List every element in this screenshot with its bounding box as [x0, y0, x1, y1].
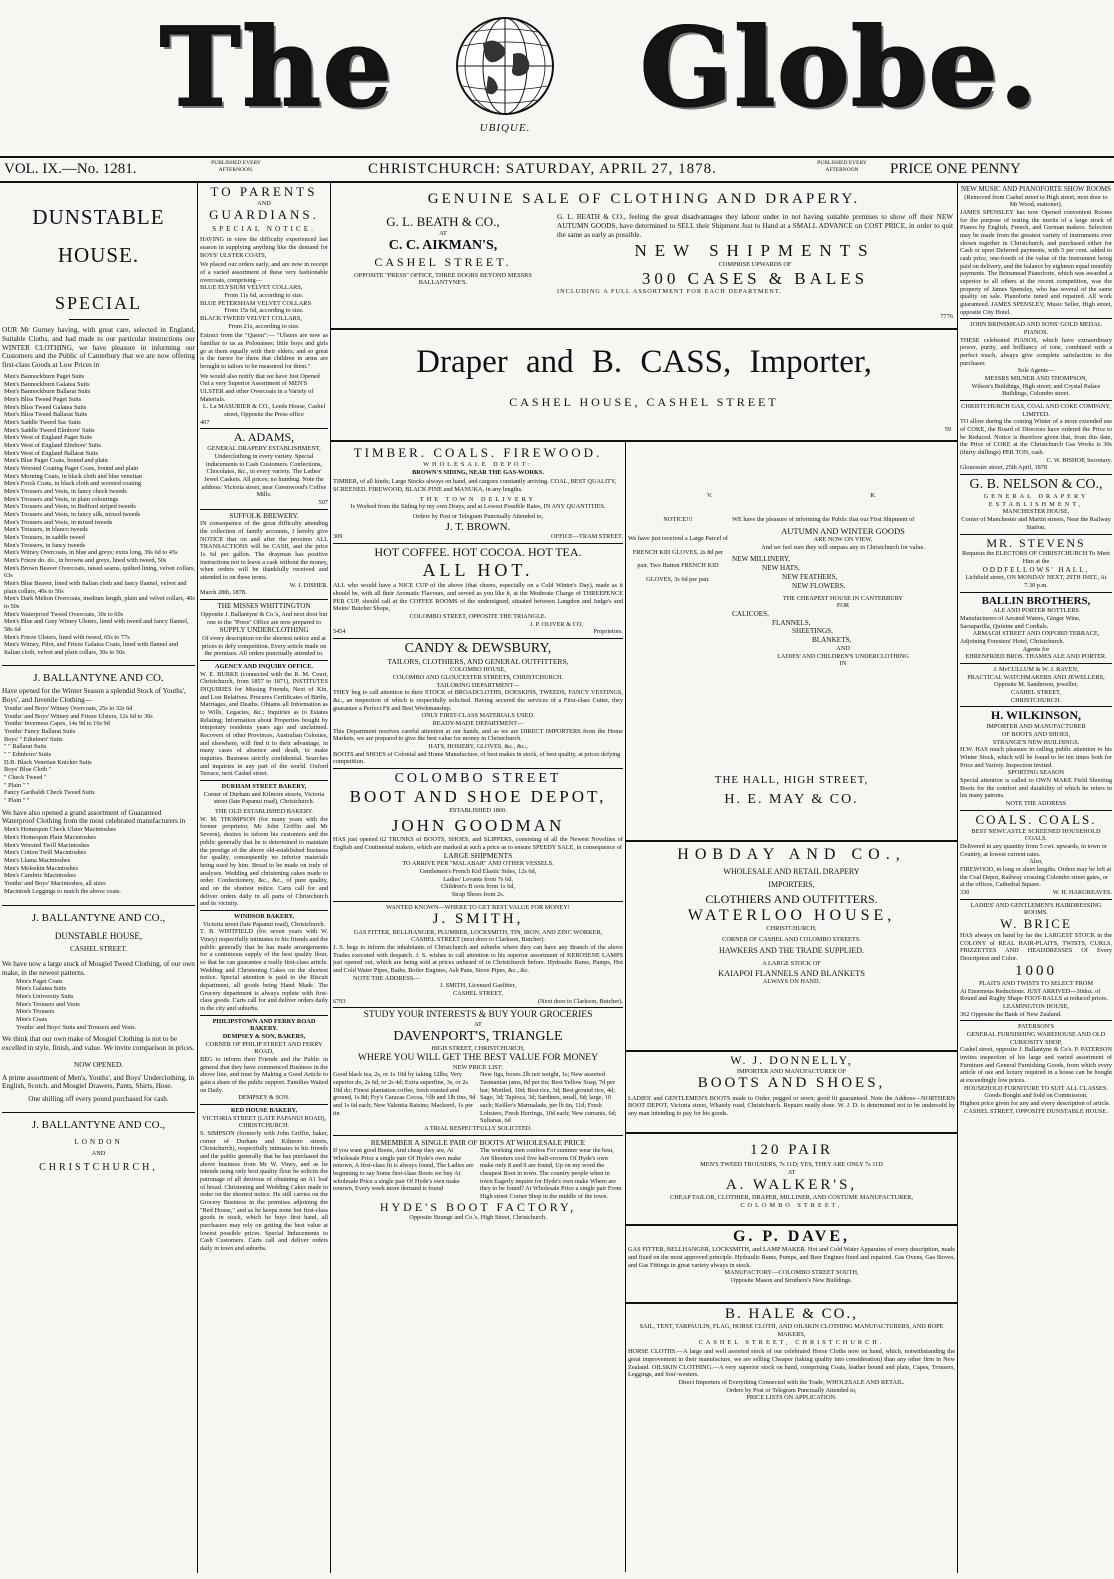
sporting-season: SPORTING SEASON [1007, 769, 1065, 777]
large-stock: A LARGE STOCK OF [762, 960, 821, 968]
dateline-price: PRICE ONE PENNY [890, 161, 1021, 177]
wilkinson-sub: IMPORTER AND MANUFACTURER [986, 723, 1086, 731]
ad-hobday [628, 846, 955, 986]
ad-number: 59 [944, 426, 951, 433]
ad-cass [333, 330, 955, 440]
london: LONDON [74, 1137, 123, 1146]
timber-heading: TIMBER. COALS. FIREWOOD. [353, 445, 603, 460]
old-bakery-text: W. M. THOMPSON (for many years with the former proprietor, Mr John Griffin and Mr Severn), desires to inform his customers and the public generally that he is determined to maintain the prestige of the above old-established business for quality, consequently no inferior materials being used by him. Bread to be made on truly of analyses. Wedding and christening cakes made to order. Confectionery, &c., &c., of pure quality, and on the shortest notice. Carts call for and deliver orders daily in all parts of Christchurch and its vicinity. [200, 815, 328, 908]
ad-number: 6793 [333, 997, 346, 1005]
now-opened: NOW OPENED. [74, 1060, 123, 1069]
collar-1-price: From 11s 6d, according to size. [224, 292, 304, 300]
brinsmead-text: THESE celebrated PIANOS, which have extraordinary power, purity, and brilliancy of tone, combined with a perfect touch, always give complete satisfaction to the purchaser. [960, 336, 1112, 367]
parents-p4: We would also notify that we have Just Opened Out a very Superior Assortment of MEN'S ULSTER and other Overcoats in a Variety of Materials. [200, 372, 320, 403]
hot-text: ALL who would have a NICE CUP of the above (that cheers, especially on a Cold Winter's Day), made as it should be, with all their Aromatic Flavours, and served as you like it, at the Moderate Charge of THREEPENCE PER CUP, should call at the COFFEE ROOMS of the undersigned, situated between Langdon and Judge's and Meins' Butcher Shops, [333, 582, 623, 613]
always-on-hand: ALWAYS ON HAND. [762, 978, 821, 986]
ad-hale [628, 1306, 955, 1416]
milner-text: Wilson's Buildings, High street; and Crystal Palace Buildings, Colombo street. [971, 382, 1101, 398]
hargreaves: W. H. HARGREAVES. [1052, 888, 1112, 896]
may-text-2: And we feel sure they will surpass any in Christchurch for value. [761, 543, 925, 551]
cashel-opposite: CASHEL STREET, OPPOSITE DUNSTABLE HOUSE. [964, 1107, 1108, 1115]
highest-price: Highest price given for any and every description of article. [960, 1099, 1111, 1107]
goods-bought: Goods Bought and Sold on Commission. [984, 1092, 1088, 1100]
supply-underclothing: SUPPLY UNDERCLOTHING [219, 626, 309, 635]
dateline-published-left: PUBLISHED EVERY AFTERNOON. [211, 160, 261, 173]
manchester-sub: Corner of Manchester and Martin streets, Near the Railway Station. [961, 516, 1111, 531]
stevens-text: Requests the ELECTORS OF CHRISTCHURCH To Meet Him at the [962, 550, 1110, 565]
coals-text-3: FIREWOOD, in long or short lengths. Orders may be left at the Coal Depot, Railway crossing Colombo street gates, or at the offices, Cathedral Square. [960, 865, 1112, 889]
comprise: COMPRISE UPWARDS OF [718, 260, 792, 268]
candy-heading: CANDY & DEWSBURY, [404, 641, 552, 657]
dunstable-house-2: DUNSTABLE HOUSE, [54, 930, 143, 941]
notice: NOTICE!!! [663, 516, 693, 523]
brown-signature: J. T. BROWN. [445, 520, 511, 533]
candy-sub: TAILORS, CLOTHIERS, AND GENERAL OUTFITTERS, [387, 657, 569, 667]
orders-post: Orders by Post or Telegram Punctually Attended to, [726, 1386, 857, 1394]
column-right [960, 185, 1112, 1575]
wholesale-depot: WHOLESALE DEPOT: [423, 460, 533, 468]
redhouse-sub: VICTORIA STREET (LATE PAPANUI ROAD), CHRISTCHURCH. [201, 1114, 327, 1130]
tailoring: TAILORING DEPARTMENT— [436, 681, 520, 689]
mosgiel-text: We have now a large stock of Mosgiel Tweed Clothing, of our own make, in the newest patterns. [2, 960, 195, 977]
durham-text: Corner of Durham and Kilmore streets, Victoria street (late Papanui road), Christchurch. [203, 790, 325, 806]
hats: HATS, HOSIERY, GLOVES, &c., &c., [428, 743, 528, 751]
simpson-text: S. SIMPSON (formerly with John Griffin, baker, corner of Durham and Kilmore streets, Christchurch), respectfully intimates to his friends and the public generally that he has purchased the above business from Mr W. Viney, and as he intends using only best quality flour he solicits the patronage of all desirous of obtaining an A1 loaf of bread. Christening and Wedding Cakes made to order on the shortest notice. He still carries on the Grocery Business in the premises adjoining the "Red House," and as he keeps none but first-class goods in stock, which he buys first hand, all purchasers may rely on getting the best value at lowest possible prices. Special Inducements to Cash Customers. Carts call and deliver orders daily in town and suburbs. [200, 1130, 328, 1253]
dave-heading: G. P. DAVE, [732, 1228, 851, 1245]
leamington: LEAMINGTON HOUSE, [1003, 1002, 1069, 1010]
ehrenfried: EHRENFRIED BROS. THAMES ALE AND PORTER. [965, 653, 1107, 661]
ballin-text: Manufacturers of Aerated Waters, Ginger Wine, Sarsaparilla, Quinine and Cordials. [960, 615, 1081, 630]
christchurch-1: CHRISTCHURCH, [39, 1162, 158, 1174]
price-list-left: Good black tea, 2s, or 1s 10d by taking 12lbs; Very superior do, 2s 6d, or 2s 4d; Extra superfine, 3s, or 2s 10d do; Finest plantation coffee, fresh roasted and ground, 1s 8d; Fry's Caracas Cocoa, ½lb and 1lb tins, 9d and 1s 6d each; New Valentia Raisins; Mackerel, 1s per tin [333, 1071, 476, 1117]
gloves-text: We have just received a Large Parcel of FRENCH KID GLOVES, 2s 8d per pair. Two Button FRENCH KID GLOVES, 3s 6d per pair. [628, 534, 728, 584]
paterson-sub: GENERAL FURNISHING WAREHOUSE AND OLD CURIOSITY SHOP, [966, 1030, 1106, 1046]
masthead [0, 0, 1114, 156]
smith-signature-3: (Next door to Clarkson, Butcher). [538, 997, 623, 1005]
hot-address: COLOMBO STREET, OPPOSITE THE TRIANGLE. [409, 613, 547, 621]
hyde-heading: HYDE'S BOOT FACTORY, [379, 1199, 577, 1214]
donnelly-text: LADIES' and GENTLEMEN'S BOOTS made to Order, pegged or sewn; good fit guaranteed. Note the Address—NORTHERN BOOT DEPOT, Victoria street, Whately road, Christchurch. Repairs neatly done. W. J. D. is determined not to be undersold by any man intending to pay for his goods. [628, 1094, 955, 1118]
adams-sub: GENERAL DRAPERY ESTABLISHMENT, [207, 445, 321, 453]
candy-sub3: COLOMBO AND GLOUCESTER STREETS, CHRISTCHURCH. [392, 674, 564, 682]
shilling-off: One shilling off every pound purchased for cash. [28, 1095, 169, 1104]
parents-p2: We placed our orders early, and are now in receipt of a varied assortment of these very fashionable overcoats, comprising— [200, 261, 328, 284]
hale-heading: B. HALE & CO., [725, 1306, 858, 1322]
old-bakery-heading: THE OLD ESTABLISHED BAKERY. [214, 808, 314, 816]
genuine-heading: GENUINE SALE OF CLOTHING AND DRAPERY. [427, 191, 861, 207]
cashel-street-2: CASHEL STREET. [374, 254, 512, 269]
colombo-street: COLOMBO STREET. [740, 1201, 843, 1209]
calicoes-list: CALICOES, FLANNELS, SHEETINGS, BLANKETS, [732, 609, 852, 645]
hot-heading: HOT COFFEE. HOT COCOA. HOT TEA. [374, 544, 582, 559]
thousand: 1000 [1015, 962, 1057, 979]
brinsmead-heading: JOHN BRINSMEAD AND SONS' GOLD MEDAL PIANOS. [970, 321, 1102, 336]
importers: IMPORTERS, [768, 880, 815, 890]
gas-text: TO allow during the coming Winter of a more extended use of COKE, the Board of Directors have ordered the Price to be Reduced. Notice is therefore given that, from this date, the Price of COKE at the Christchurch Gas Works is 30s (thirty shillings) PER TON, cash. [960, 418, 1112, 457]
music-heading: NEW MUSIC AND PIANOFORTE SHOW ROOMS [960, 185, 1112, 193]
sporting-text: Special attention is called to OWN MAKE Field Shooting Boots for the comfort and durability of which he refers to his many patrons. [960, 776, 1112, 800]
gas-date: Gloucester street, 25th April, 1878 [960, 464, 1048, 472]
mccullum-text: Opposite M. Sanderson, jeweller, [993, 681, 1079, 689]
millinery-list: NEW MILLINERY, NEW HATS, NEW FEATHERS, NEW FLOWERS. [732, 555, 846, 590]
cases-bales: 300 CASES & BALES [641, 268, 869, 288]
ad-may [628, 444, 955, 844]
suffolk-signature: W. J. DISHER. [289, 581, 328, 589]
redhouse-heading: RED HOUSE BAKERY, [230, 1107, 298, 1114]
v-letter: V. [706, 492, 713, 499]
beath-heading: G. L. BEATH & CO., [386, 214, 500, 229]
dave-text: GAS FITTER, BELLHANGER, LOCKSMITH, and LAMP MAKER. Hot and Cold Water Apparatus of every description, made and fixed on the most approved principle. Hydraulic Rams, Pumps, and Beer Engines fixed and repaired. Gas Ovens, Gas Stoves, and Gas Fittings in great variety always in stock. [628, 1246, 955, 1269]
leamington-text: 362 Opposite the Bank of New Zealand. [960, 1010, 1062, 1018]
philipstown-heading: PHILIPSTOWN AND FERRY ROAD BAKERY. [212, 1017, 316, 1033]
ready-made: READY-MADE DEPARTMENT— [432, 720, 524, 728]
price-list: NEW PRICE LIST: [453, 1063, 503, 1071]
now-on-view: ARE NOW ON VIEW, [813, 536, 873, 544]
dunstable-heading: DUNSTABLE [32, 205, 165, 229]
may-left [628, 516, 728, 587]
windsor-text: Victoria street (late Papanui road), Christchurch. [202, 920, 326, 928]
paterson-heading: PATERSON'S [1018, 1023, 1054, 1031]
collar-2: BLUE PETERSHAM VELVET COLLARS [200, 299, 311, 307]
hale-text: HORSE CLOTHS.—A large and well assorted stock of our celebrated Horse Cloths now on hand, which, notwithstanding the great improvement in their manufacture, we are selling Cheaper (taking quality into consideration) than any other firm in New Zealand. OILSKIN CLOTHING.—A very superior stock on hand, comprising Coats, leather bound and plain, Capes, Trousers, Leggings, and Sou'-westers. [628, 1348, 955, 1379]
at-word-3: AT [787, 1168, 796, 1176]
candy-sub2: COLOMBO HOUSE, [450, 666, 506, 674]
walker-sub: CHEAP TAILOR, CLOTHIER, DRAPER, MILLINER, AND COSTUME MANUFACTURER, [670, 1193, 913, 1201]
wilkinson-sub2: OF BOOTS AND SHOES, [1001, 730, 1071, 738]
donnelly-heading: W. J. DONNELLY, [730, 1053, 853, 1067]
note-address-2: NOTE THE ADDRESS [1005, 799, 1067, 807]
windsor-heading: WINDSOR BAKERY, [233, 912, 295, 920]
clothiers: CLOTHIERS AND OUTFITTERS. [705, 891, 878, 906]
ad-walker [628, 1136, 955, 1226]
and-word-3: AND [836, 644, 850, 652]
waterloo-heading: WATERLOO HOUSE, [687, 906, 896, 924]
smith-heading: J. SMITH, [432, 911, 524, 928]
note-address: NOTE THE ADDRESS— [353, 974, 420, 982]
study-heading: STUDY YOUR INTERESTS & BUY YOUR GROCERIES [363, 1010, 593, 1021]
ladies-children: LADIES' AND CHILDREN'S UNDERCLOTHING [777, 652, 909, 660]
direct-importers: Direct Importers of Everything Connected with the Trade, WHOLESALE AND RETAIL. [678, 1378, 905, 1386]
hairdressing-heading: LADIES' AND GENTLEMEN'S HAIRDRESSING ROOMS. [970, 901, 1102, 917]
collar-3: BLACK TWEED VELVET COLLARS, [200, 315, 302, 323]
whittington-text-2: Of every description on the shortest notice and at prices to defy competition. Every article made on the premises. All orders punctually attended to. [201, 635, 327, 658]
boots-text: BOOTS and SHOES of Colonial and Home Manufacture, of best makes in stock, of best quality, at prices defying competition. [333, 750, 621, 766]
the-hall: THE HALL, HIGH STREET, [714, 774, 869, 786]
household: HOUSEHOLD FURNITURE TO SUIT ALL CLASSES. [964, 1084, 1108, 1092]
oddfellows: ODDFELLOWS' HALL, [982, 565, 1090, 574]
plaits: PLAITS AND TWISTS TO SELECT FROM [978, 979, 1094, 987]
arrive: TO ARRIVE PER "MALABAR" AND OTHER VESSELS. [402, 860, 554, 868]
whittington-text: Opposite J. Ballantyne & Co.'s, And next door but one to the "Press" Office are now prepared to [200, 610, 328, 626]
boot-depot-heading: BOOT AND SHOE DEPOT, [349, 787, 607, 807]
corner: CORNER OF CASHEL AND COLOMBO STREETS. [722, 935, 861, 943]
parents-p1: HAVING in view the difficulty experienced last season in supplying anything like the demand for BOYS' ULSTER COATS, [200, 236, 328, 259]
smith-signature: J. SMITH, Licensed Gasfitter, [440, 982, 516, 990]
brice-text-2: At Enormous Reductions. JUST ARRIVED—30doz. of Round and Rugby Shape FOOT-BALLS at reduced prices. [960, 987, 1109, 1003]
in-word: IN [839, 660, 847, 668]
hale-sub2: CASHEL STREET, CHRISTCHURCH. [698, 1338, 885, 1346]
ad-number: 7776 [940, 313, 953, 320]
dempsey-text: BEG to inform their Friends and the Public in general that they have commenced Business in the above line, and trust by Making a Good Article to gain a share of the public support. Families Waited on Daily. [200, 1055, 328, 1094]
ballantyne-heading-1: J. BALLANTYNE AND CO. [33, 671, 164, 684]
hale-sub: SAIL, TENT, TARPAULIN, FLAG, HORSE CLOTH, AND OILSKIN CLOTHING MANUFACTURERS, AND ROPE MAKERS, [639, 1323, 944, 1338]
wanted-known: WANTED KNOWN—WHERE TO GET BEST VALUE FOR MONEY! [386, 903, 570, 911]
macintosh-items: Men's Homespun Check Ulster Macintoshes Men's Homespun Plain Macintoshes Men's Worsted Twill Macintoshes Men's Cotton Twill Macintoshes Men's Llama Macintoshes Men's Moleskin Macintoshes Men's Cambric Macintoshes Youths' and Boys' Macintoshes, all sizes Macintosh Leggings to match the above coats. [4, 826, 121, 895]
music-text: JAMES SPENSLEY has now Opened convenient Rooms for the purpose of testing the merits of a large stock of Pianos by English, French, and German makers. Selection may be made from the greatest variety of instruments ever shown together in Christchurch, and purchased either for Cash or upon Deferred payments, with 5 per cent. added to cash price, one-fourth of the value of the instrument being paid on delivery, and the balance by eighteen equal monthly payments. The Brinsmead Pianoforte, which was awarded a superior to all others at the recent competition, was the property of James Spensley, who has several of the same quality on sale. Pianoforte tuned and repaired. All work guaranteed. JAMES SPENSLEY, Music Seller, High street, opposite City Hotel. [960, 208, 1112, 316]
nelson-sub: GENERAL DRAPERY ESTABLISHMENT, [983, 493, 1089, 508]
smith-signature-2: CASHEL STREET, [452, 990, 504, 998]
pair-heading: 120 PAIR [749, 1142, 834, 1158]
manchester-house: MANCHESTER HOUSE, [1002, 508, 1070, 516]
office: OFFICE—TRAM STREET. [551, 533, 623, 541]
including: INCLUDING A FULL ASSORTMENT FOR EACH DEPARTMENT. [557, 288, 782, 296]
mccullum-text-3: CHRISTCHURCH. [1010, 696, 1062, 704]
masurier-signature: L. La MASURIER & CO., Leeds House, Cashel street, Opposite the Press office [202, 403, 326, 419]
also: Also, [1029, 858, 1043, 866]
wilkinson-heading: H. WILKINSON, [990, 708, 1082, 723]
price-list-right: New figs, boxes 2lb not weight, 1s; New assorted Tasmanian jams, 8d per tin; Best Yellow Soap, 7d per bar; Mottled, 10d; Best rice, 3d; Best ground rice, 4d; Sago, 3d; Tapioca, 3d; Sardines, small, 6d; large, 10 each; Keiller's Marmalade, per lb tin, 11d; Fresh Lobsters, Fresh Herrings, 10d each; New currants, 6d; Sultanas, 6d [480, 1071, 617, 1125]
proprietors: Proprietors. [593, 628, 623, 636]
goodman-list: Gentlemen's French Kid Elastic Sides, 12s 6d, Ladies' Levants from 7s 6d, Children's B oots from 1s 6d, Strap Shoes from 2s. [419, 868, 537, 899]
agency-text: W. E. BURKE (connected with the R. M. Court, Christchurch, from 1857 to 1871), INSTITUTES INQUIRIES for Missing Friends, Next of Kin, and Lost Relatives. Procures Certificates of Births, Marriages, and Deaths. Obtains all Information as to Wills, Legacies, &c.; Inquiries as to Estates Relating; Information about Properties bought by temporary residents years ago and unclaimed. Recovers of other Provinces, Australian Colonies, and elsewhere, will find it to their advantage, in many cases of absence and death, to make inquiries. Business strictly confidential. Searches and inquiries in any part of the world. Oxford Terrace, next Cashel street. [200, 670, 329, 778]
durham-heading: DURHAM STREET BAKERY, [221, 783, 307, 791]
goodman-heading: JOHN GOODMAN [391, 816, 565, 836]
coals-text: BEST NEWCASTLE SCREENED HOUSEHOLD COALS. [971, 827, 1101, 843]
whittington-heading: THE MISSES WHITTINGTON [217, 602, 311, 611]
for-word: FOR [836, 602, 850, 610]
mccullum-text-2: CASHEL STREET, [1010, 689, 1062, 697]
manufactory: MANUFACTORY—COLOMBO STREET SOUTH, [724, 1269, 859, 1277]
smith-text: J. S. begs to inform the inhabitants of Christchurch and suburbs where they can have any Branch of the above Trades executed with despatch. J. S. wishes to call attention to his superior assortment of KEROSENE LAMPS just opened out, which are being sold at prices unheard of in Christchurch before. Hydraulic Rams, Pumps, Hot and Cold Water Pipes, Baths, Boiler Engines, Ash Pans, Stove Pipes, &c., &c. [333, 944, 623, 975]
cass-sub: CASHEL HOUSE, CASHEL STREET [509, 394, 779, 409]
opposite-mason: Opposite Mason and Struthers's New Buildings. [730, 1277, 853, 1285]
dempsey-heading: DEMPSEY & SON, BAKERS, [222, 1032, 306, 1040]
high-street: HIGH STREET, CHRISTCHURCH, [431, 1045, 525, 1053]
ballantyne-text-1: Have opened for the Winter Season a splendid Stock of Youths', Boys', and Juvenile Clothing— [2, 687, 186, 705]
gas-signature: C. W. BISHOP, Secretary. [1046, 456, 1112, 464]
all-orders: Orders by Post or Telegram Punctually Attended to, [412, 512, 544, 520]
column-dunstable [2, 185, 195, 1575]
verse-left: If you want good Boots, And cheap they are, At Wholesale Price a single pair Of Hyde's own make renown, A first-class fit is always found, The Ladies are beginning to say Some first-class Boots we buy At wholesale Price a single pair Of Hyde's own make renown, Every week more demand is found [333, 1146, 474, 1193]
globe-emblem [453, 14, 557, 118]
colombo-heading: COLOMBO STREET [394, 771, 562, 787]
column-parents [200, 185, 328, 1575]
special-notice: SPECIAL NOTICE. [212, 224, 316, 233]
suffolk-text: IN consequence of the great difficulty attending the collection of family accounts, I hereby give NOTICE that on and after the proximo ALL TRANSACTIONS will be CASH, and the price 1s 6d per gallon. The drayman has positive instructions not to leave a cask without the money, when orders will be thankfully received and attended to on these terms. [200, 520, 328, 582]
ad-number: 309 [333, 533, 343, 541]
at-word: AT [439, 229, 447, 237]
guardians-heading: GUARDIANS. [209, 206, 319, 222]
paterson-text: Cashel street, opposite J. Ballantyne & Co's. P. PATERSON invites inspection of his large and varied assortment of Furniture and General Furnishing Goods, from which every article of use and luxury required in a house can be bought at exceedingly low prices. [960, 1046, 1112, 1084]
ad-number: 5454 [333, 628, 346, 636]
hyde-sub: Opposite Strange and Co.'s, High Street, Christchurch. [409, 1214, 547, 1222]
oliver-signature: J. P. OLIVER & CO, [529, 620, 583, 628]
ad-number: 330 [960, 888, 970, 896]
cashel-street-1: CASHEL STREET. [69, 945, 128, 954]
at-word-2: AT [474, 1021, 482, 1029]
large-shipments: LARGE SHIPMENTS [443, 851, 513, 861]
where-heading: WHERE YOU WILL GET THE BEST VALUE FOR MONEY [358, 1052, 598, 1063]
collar-3-price: From 21s, according to size. [228, 322, 300, 330]
nelson-heading: G. B. NELSON & CO., [969, 477, 1103, 493]
sole-agents: Sole Agents— [1017, 367, 1055, 375]
ballin-heading: BALLIN BROTHERS, [981, 594, 1091, 607]
dunstable-items: Men's Bannockburn Paget Suits Men's Bannockburn Galatea Suits Men's Bannockburn Ballarat Suits Men's Bliss Tweed Paget Suits Men's Bliss Tweed Galatea Suits Men's Bliss Tweed Ballarat Suits Men's Saddle Tweed Sac Suits Men's Saddle Tweed Elmbore' Suits Men's West of England Paget Suits Men's West of England Elmbore' Suits Men's West of England Ballarat Suits Men's Blue Paget Coats, bound and plain Men's Worsted Coating Paget Coats, bound and plain Men's Morning Coats, in black cloth and blue venetian Men's Frock Coats, in black cloth and worsted coating Men's Trousers and Vests, in fancy check tweeds Men's Trousers and Vests, in plain colourings Men's Trousers and Vests, in Bedford striped tweeds Men's Trousers and Vests, in fancy silk, mixed tweeds Men's Trousers and Vests, in mixed tweeds Men's Trousers, in blanco tweeds Men's Trousers, in saddle tweed Men's Trousers, in fancy tweeds Men's Witney Overcoats, in blue and greys; extra long, 39s 6d to 45s Men's Frieze do. do., in browns and greys, lined with tweed, 50s Men's Brown Beaver Overcoats, raised seams, quilted lining, velvet collars, 63s Men's Blue Beaver, lined with Italian cloth and fancy flannel, velvet and plain collars, 40s to 50s Men's Dark Melton Overcoats, medium length, plain and velvet collars, 40s to 50s Men's Waterproof Tweed Overcoats, 30s to 60s Men's Blue and Grey Witney Ulsters, lined with tweed and fancy flannel, 58s 6d Men's Frieze Ulsters, lined with tweed, 65s to 77s Men's Witney, Pilot, and Frieze Galatea Coats, lined with flannel and Italian cloth, velvet and plain collars, 30s to 50s [4, 372, 195, 657]
only-first-class: ONLY FIRST-CLASS MATERIALS USED. [421, 712, 535, 720]
r-letter: R. [870, 492, 877, 499]
ballantyne-heading-3: J. BALLANTYNE AND CO., [31, 1119, 166, 1131]
ad-donnelly [628, 1054, 955, 1134]
dempsey-signature: DEMPSEY & SON. [238, 1094, 290, 1102]
dateline-date: CHRISTCHURCH: SATURDAY, APRIL 27, 1878. [368, 161, 717, 177]
ballin-text-2: Adjoining Foresters' Hotel, Christchurch. [960, 638, 1065, 646]
all-hot-heading: ALL HOT. [422, 559, 534, 580]
collar-2-price: From 15s 6d, according to size. [224, 307, 304, 315]
kaiapoi: KAIAPOI FLANNELS AND BLANKETS [717, 967, 866, 978]
adams-text: Underclothing in every variety. Special inducements to Cash Customers. Confections, Chocolates, &c., in every variety. The Ladies' Jewel Caskets. All prices; no humbug. Note the address: Victoria street, near Greenwood's Coffee Mills. [201, 452, 327, 499]
price-lists: PRICE LISTS ON APPLICATION. [746, 1394, 837, 1402]
masthead-title-right: Globe. [640, 5, 1040, 131]
underclothing-text: A prime assortment of Men's, Youths', and Boys' Underclothing, in English, Scotch, and Mosgiel Drawers, Pants, Shirts, Hose. [2, 1073, 195, 1091]
smith-sub2: CASHEL STREET (next door to Clarkson, Butcher). [411, 936, 545, 944]
aikman-heading: C. C. AIKMAN'S, [388, 237, 498, 253]
special-heading: SPECIAL [54, 293, 142, 314]
stevens-text-2: Lichfield street, ON MONDAY NEXT, 29TH INST., At 7.30 p.m. [965, 574, 1107, 590]
browns-siding: BROWN'S SIDING, NEAR THE GAS-WORKS. [412, 468, 544, 476]
mosgiel-items: Men's Paget Coats Men's Galatea Suits Men's University Suits Men's Trousers and Vests Men's Trousers Men's Coats Youths' and Boys' Suits and Trousers and Vests. [16, 977, 137, 1031]
ad-number: 507 [318, 498, 328, 506]
dateline-published-right: PUBLISHED EVERY AFTERNOON [817, 160, 867, 173]
mosgiel-more: We think that our own make of Mosgiel Clothing is not to be excelled in style, finish, and value. We invite comparison in prices. [2, 1035, 195, 1053]
opposite-press: OPPOSITE "PRESS" OFFICE, THREE DOORS BEYOND MESSRS BALLANTYNE'S. [354, 271, 532, 287]
dunstable-intro: OUR Mr Gurney having, with great care, selected in England, Suitable Cloths, and had made to our particular instructions our WINTER CLOTHING, we have pleasure in informing our Customers and the Public of Canterbury that we are now offering first-class Goods at Low Prices in [2, 325, 195, 370]
stevens-heading: MR. STEVENS [986, 535, 1086, 550]
ballin-sub: ALE AND PORTER BOTTLERS [993, 607, 1079, 615]
town-delivery: THE TOWN DELIVERY [419, 495, 537, 503]
hobday-sub: WHOLESALE AND RETAIL DRAPERY [723, 867, 860, 877]
beath-text: G. L. BEATH & CO., feeling the great disadvantages they labour under in not having suitable premises to show off their NEW AUTUMN GOODS, have determined to SELL their Shipment Just to Hand at a SMALL ADVANCE on COST PRICE, in order to quit the same as early as possible. [557, 213, 953, 239]
hawkers: HAWKERS AND THE TRADE SUPPLIED. [718, 946, 865, 956]
agency-heading: AGENCY AND INQUIRY OFFICE. [215, 663, 313, 671]
christchurch-2: CHRISTCHURCH, [766, 925, 817, 933]
town-delivery-text: Is Worked from the Siding by my own Drays, and at Lowest Possible Rates, IN ANY QUANTITIES. [350, 503, 606, 511]
goodman-text: HAS just opened 62 TRUNKS of BOOTS, SHOES, and SLIPPERS, consisting of all the Newest Novelties of English and Continental makers, which are marked at such a price as to ensure SPEEDY SALE, in consequence of [333, 835, 623, 851]
new-shipments: NEW SHIPMENTS [634, 241, 876, 261]
dempsey-sub: CORNER OF PHILIP STREET AND FERRY ROAD, [205, 1040, 323, 1056]
column-center-a [333, 444, 623, 1574]
candy-text: THEY beg to call attention to their STOCK of BROADCLOTHS, DOESKINS, TWEEDS, FANCY VESTINGS, &c., an inspection of which is respectfully solicited. Having secured the services of a First-class Cutter, they guarantee a Perfect Fit and Best Workmanship. [333, 689, 623, 712]
music-sub: (Removed from Cashel street to High street, next door to Mr Wood, stationer). [964, 193, 1108, 209]
gas-heading: CHRISTCHURCH GAS, COAL AND COKE COMPANY, LIMITED. [961, 403, 1111, 418]
collar-1: BLUE ELYSIUM VELVET COLLARS, [200, 284, 303, 292]
masthead-title-left: The [160, 14, 440, 122]
strange-buildings: STRANGE'S NEW BUILDINGS. [992, 738, 1080, 746]
hobday-heading: HOBDAY AND CO., [677, 846, 906, 863]
mccullum-sub: PRACTICAL WATCHMAKERS AND JEWELLERS, [967, 673, 1105, 681]
established: ESTABLISHED 1860. [449, 806, 507, 814]
verse-right: The working men confess For summer wear the best, Are Shooters cool five half-crowns Of Hyde's own make only 8 and 9 are found, Up on my word the cheapest Boot in town. The country people when in town Eagerly inquire for Hyde's own make Where are they to be found? At Wholesale Price a single pair From High street Corner Shop in the middle of the town. [480, 1146, 622, 1200]
mccullum-heading: J. McCULLUM & W. J. RAVEN, [993, 666, 1079, 674]
walker-heading: A. WALKER'S, [725, 1176, 858, 1193]
cheapest-house: THE CHEAPEST HOUSE IN CANTERBURY [782, 594, 904, 602]
queen-extract: Extract from the "Queen":— "Ulsters are now as familiar to us as Polonaises; little boys and girls go at them equally with their elders; and so great is the furore for them that children in arms are brought to tailors to be measured for them." [200, 332, 328, 371]
brice-text: HAS always on hand by far the LARGEST STOCK in the COLONY of REAL HAIR-PLAITS, TWISTS, CURLS, FRIZZETTES AND HEADDRESSES Of Every Description and Color. [960, 931, 1112, 962]
may-intro: WE have the pleasure of informing the Public that our First Shipment of [732, 516, 915, 523]
may-heading: H. E. MAY & CO. [724, 792, 859, 807]
coals-text-2: Delivered in any quantity from 5 cwt. upwards, in town or Country, at lowest current rates. [960, 842, 1107, 858]
masthead-motto: UBIQUE. [479, 122, 531, 134]
suffolk-heading: SUFFOLK BREWERY. [229, 511, 299, 520]
boots-shoes-heading: BOOTS AND SHOES, [697, 1075, 886, 1092]
brice-heading: W. BRICE [1000, 915, 1072, 931]
timber-text: TIMBER, of all kinds; Large Stocks always on hand, and cargoes constantly arriving. COAL, BEST QUALITY, SCREENED. FIREWOOD, BLACK PINE and MANUKA, in any lengths. [333, 478, 617, 493]
ballantyne-items-1: Youths' and Boys' Witney Overcoats, 25s to 32s 6d Youths' and Boys' Witney and Frieze Ulsters, 12s 6d to 30s Youths' Inverness Capes, 14s 9d to 16s 9d Youths' Fancy Ballarat Suits Boys' " Edinboro' Suits " " Ballarat Suits " " Edinboro' Suits D.B. Black Venetian Knicker Suits Boys' Blue Cloth " " Check Tweed " " Plain " " Fancy Garibaldi Check Tweed Suits " Plain " " [4, 704, 153, 804]
cass-heading: Draper and B. CASS, Importer, [416, 344, 872, 380]
house-heading: HOUSE. [57, 243, 140, 268]
parents-heading: TO PARENTS [210, 184, 318, 199]
ready-text: This Department receives careful attention at our hands, and as we are DIRECT IMPORTERS from the Home Markets, we are prepared to give the best value for money in Christchurch. [333, 727, 623, 743]
ad-number: 407 [200, 418, 210, 426]
wilkinson-text: H.W. HAS much pleasure in calling public attention to his Winter Stock, which will be found to be ten times both for Price and Variety. Inspection invited. [960, 746, 1112, 769]
smith-sub: GAS FITTER, BELLHANGER, PLUMBER, LOCKSMITH, TIN, IRON, AND ZINC WORKER, [353, 928, 603, 936]
coals-heading: COALS. COALS. [975, 811, 1097, 827]
suffolk-date: March 28th, 1878. [200, 589, 247, 597]
davenport-heading: DAVENPORT'S, TRIANGLE [393, 1029, 563, 1045]
agents-for: Agents for [1022, 645, 1050, 653]
donnelly-sub: IMPORTER AND MANUFACTURER OF [736, 1067, 847, 1075]
ballantyne-heading-2: J. BALLANTYNE AND CO., [31, 912, 166, 925]
armagh: ARMAGH STREET AND OXFORD TERRACE, [972, 630, 1100, 638]
milner-heading: MESSRS MILNER AND THOMPSON, [984, 374, 1088, 382]
and-word: AND [91, 1150, 106, 1158]
tweed-trousers: MEN'S TWEED TROUSERS, 7s 11D; YES, THEY ARE ONLY 7s 11D [700, 1161, 883, 1169]
ballantyne-more-1: We have also opened a grand assortment of Guaranteed Waterproof Clothing from the most celebrated manufacturers in [2, 808, 186, 826]
trial: A TRIAL RESPECTFULLY SOLICITED. [424, 1125, 532, 1133]
autumn-goods: AUTUMN AND WINTER GOODS [781, 525, 905, 536]
whitfield-text: T. B. WHITFIELD (for seven years with W. Viney) respectfully intimates to his friends and the public generally that he has made arrangements for a continuous supply of the best quality flour, so that he can guarantee a really first-class article. Wedding and Christening Cakes on the shortest notice. Special attention is paid to the Biscuit department, all goods being Hand Made. The Grocery department is always replete with first-class goods. Carts call for and deliver orders daily in the city and suburbs. [200, 928, 328, 1012]
dateline-volume: VOL. IX.—No. 1281. [4, 161, 137, 177]
ad-dave [628, 1228, 955, 1303]
remember-heading: REMEMBER A SINGLE PAIR OF BOOTS AT WHOLESALE PRICE [370, 1137, 586, 1147]
ad-genuine-sale [333, 185, 955, 327]
adams-heading: A. ADAMS, [233, 430, 295, 445]
and-word-2: AND [257, 199, 271, 207]
